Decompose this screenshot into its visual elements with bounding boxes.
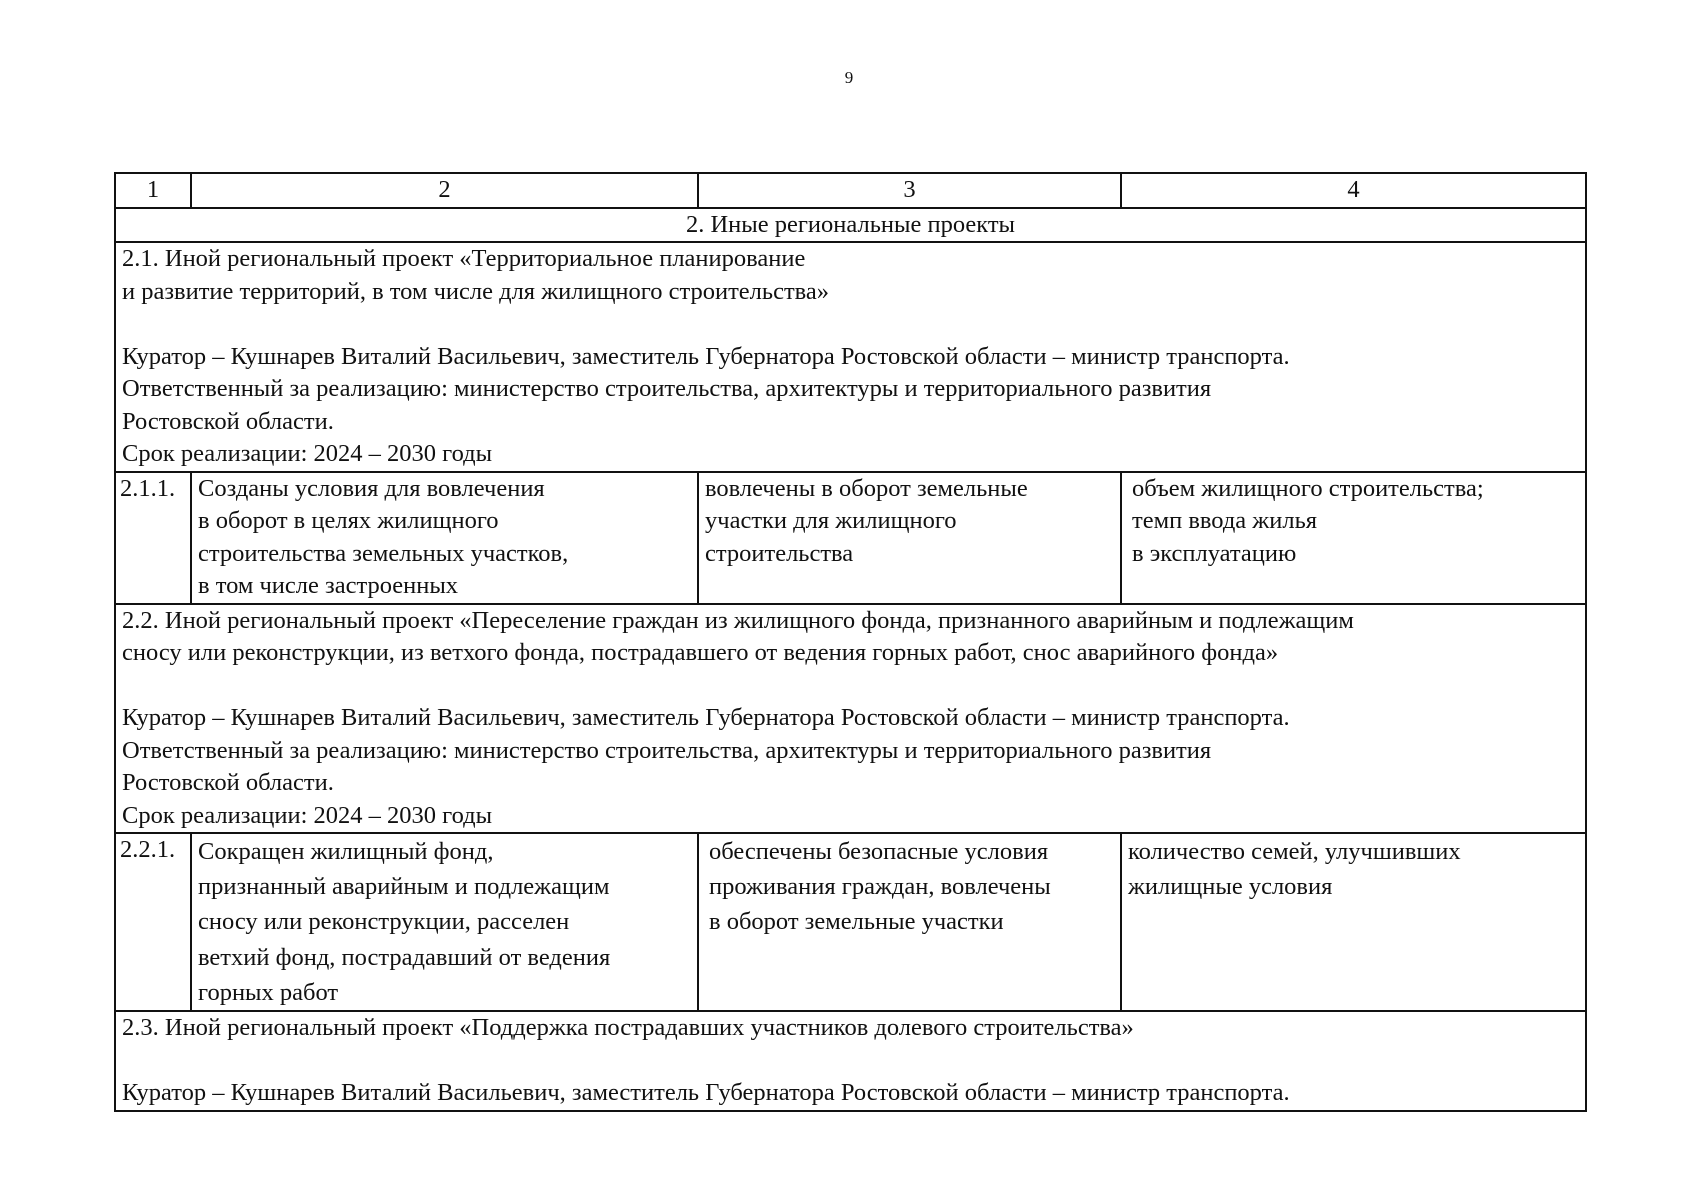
task-number: 2.2.1. xyxy=(115,833,191,1011)
task-cell xyxy=(191,833,698,1011)
section-title: 2. Иные региональные проекты xyxy=(115,208,1586,243)
column-number-4: 4 xyxy=(1121,173,1586,208)
indicator-cell xyxy=(1121,472,1586,604)
effect-text: вовлечены в оборот земельные участки для жилищного строительства xyxy=(705,474,1028,567)
section-row xyxy=(115,208,1586,243)
project-title: 2.3. Иной региональный проект «Поддержка пострадавших участников долевого строительства» xyxy=(122,1014,1134,1042)
task-row xyxy=(115,472,1586,604)
project-title: 2.1. Иной региональный проект «Территориальное планирование и развитие территорий, в том числе для жилищного строительства» xyxy=(122,245,830,305)
project-curator: Куратор – Кушнарев Виталий Васильевич, заместитель Губернатора Ростовской области – министр транспорта. xyxy=(122,1079,1290,1107)
project-2-1-header xyxy=(115,242,1586,472)
column-number-row xyxy=(115,173,1586,208)
document-table xyxy=(114,172,1587,1112)
project-term: Срок реализации: 2024 – 2030 годы xyxy=(122,440,493,467)
column-number-1: 1 xyxy=(115,173,191,208)
spacer xyxy=(122,308,1579,341)
project-responsible: Ответственный за реализацию: министерство строительства, архитектуры и территориального развития Ростовской области. xyxy=(122,375,1212,435)
task-row xyxy=(115,833,1586,1011)
effect-cell xyxy=(698,472,1121,604)
indicator-text: объем жилищного строительства; темп ввода жилья в эксплуатацию xyxy=(1132,474,1484,567)
indicator-cell xyxy=(1121,833,1586,1011)
spacer xyxy=(122,1045,1579,1078)
project-title: 2.2. Иной региональный проект «Переселение граждан из жилищного фонда, признанного аварийным и подлежащим сносу или реконструкции, из ветхого фонда, пострадавшего от ведения горных работ, снос аварийного фонда» xyxy=(122,606,1354,666)
task-cell xyxy=(191,472,698,604)
project-header-row xyxy=(115,604,1586,834)
project-term: Срок реализации: 2024 – 2030 годы xyxy=(122,801,493,829)
task-text: Сокращен жилищный фонд, признанный аварийным и подлежащим сносу или реконструкции, расселен ветхий фонд, пострадавший от ведения горных работ xyxy=(198,838,611,1006)
project-curator: Куратор – Кушнарев Виталий Васильевич, заместитель Губернатора Ростовской области – министр транспорта. xyxy=(122,342,1290,370)
spacer xyxy=(122,670,1579,703)
indicator-text: количество семей, улучшивших жилищные условия xyxy=(1128,838,1461,901)
project-2-3-header xyxy=(115,1011,1586,1111)
project-header-row xyxy=(115,1011,1586,1111)
effect-cell xyxy=(698,833,1121,1011)
project-header-row xyxy=(115,242,1586,472)
task-number: 2.1.1. xyxy=(115,472,191,604)
effect-text: обеспечены безопасные условия проживания граждан, вовлечены в оборот земельные участки xyxy=(709,838,1051,936)
page-number: 9 xyxy=(844,68,854,87)
task-text: Созданы условия для вовлечения в оборот в целях жилищного строительства земельных участков, в том числе застроенных xyxy=(198,474,569,599)
column-number-2: 2 xyxy=(191,173,698,208)
column-number-3: 3 xyxy=(698,173,1121,208)
project-responsible: Ответственный за реализацию: министерство строительства, архитектуры и территориального развития Ростовской области. xyxy=(122,736,1212,796)
project-2-2-header xyxy=(115,604,1586,834)
project-curator: Куратор – Кушнарев Виталий Васильевич, заместитель Губернатора Ростовской области – министр транспорта. xyxy=(122,704,1290,731)
